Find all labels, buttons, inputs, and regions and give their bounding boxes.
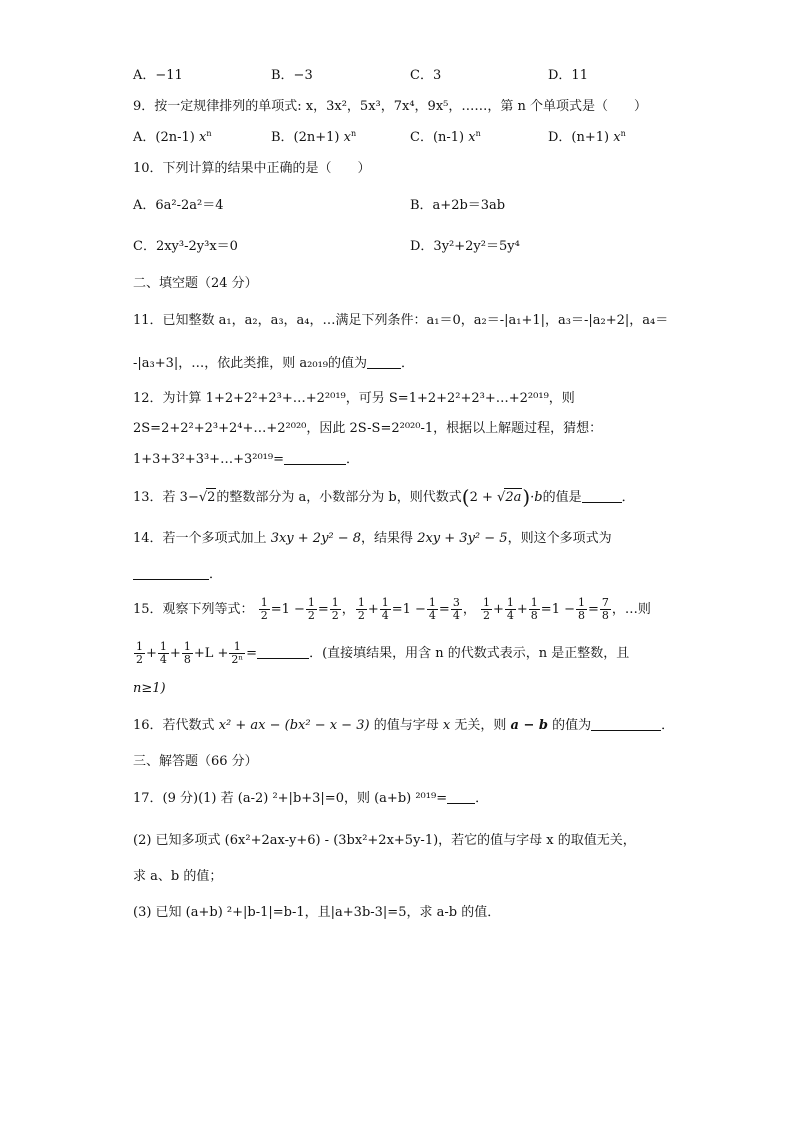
q10-option-b: B．a+2b＝3ab xyxy=(410,198,506,213)
section-solve-title: 三、解答题（66 分） xyxy=(133,754,258,769)
q9-stem: 9．按一定规律排列的单项式: x，3x²，5x³，7x⁴，9x⁵，……，第 n 个单项式是（ ） xyxy=(133,99,648,114)
q17-part3: (3) 已知 (a+b) ²+|b-1|=b-1，且|a+3b-3|=5，求 a-b 的值． xyxy=(133,905,501,920)
q8-option-b: B．−3 xyxy=(271,68,313,83)
q13-line: 13．若 3−√2的整数部分为 a，小数部分为 b，则代数式(2 + √2a)·b的值是 ． xyxy=(133,485,635,509)
q8-option-a: A．−11 xyxy=(133,68,183,83)
q15-answer-blank[interactable] xyxy=(257,645,309,659)
q10-stem: 10．下列计算的结果中正确的是（ ） xyxy=(133,161,371,176)
q16-line: 16．若代数式 x² + ax − (bx² − x − 3) 的值与字母 x 无关，则 a − b 的值为 ． xyxy=(133,718,675,733)
q12-answer-blank[interactable] xyxy=(284,451,346,465)
q12-line1: 12．为计算 1+2+2²+2³+…+2²⁰¹⁹，可另 S=1+2+2²+2³+…+2²⁰¹⁹，则 xyxy=(133,391,575,406)
q11-line1: 11．已知整数 a₁，a₂，a₃，a₄，…满足下列条件：a₁＝0，a₂＝-|a₁+1|，a₃＝-|a₂+2|，a₄＝ xyxy=(133,313,669,328)
q10-option-d: D．3y²+2y²＝5y⁴ xyxy=(410,239,520,254)
section-fill-blank-title: 二、填空题（24 分） xyxy=(133,276,258,291)
q17-answer-blank[interactable] xyxy=(447,790,475,804)
q16-answer-blank[interactable] xyxy=(591,717,661,731)
q10-option-a: A．6a²-2a²＝4 xyxy=(133,198,224,213)
q12-line2: 2S=2+2²+2³+2⁴+…+2²⁰²⁰，因此 2S-S=2²⁰²⁰-1，根据以上解题过程，猜想： xyxy=(133,421,603,436)
q8-option-c: C．3 xyxy=(410,68,442,83)
q14-line: 14．若一个多项式加上 3xy + 2y² − 8，结果得 2xy + 3y² − 5，则这个多项式为 xyxy=(133,531,612,546)
q13-answer-blank[interactable] xyxy=(582,489,622,503)
q9-option-c: C．(n-1) $x^n$ xyxy=(410,129,481,145)
q17-part2: (2) 已知多项式 (6x²+2ax-y+6) - (3bx²+2x+5y-1)，若它的值与字母 x 的取值无关， xyxy=(133,833,636,848)
q17-part1: 17．(9 分)(1) 若 (a-2) ²+|b+3|=0，则 (a+b) ²⁰¹⁹= ． xyxy=(133,791,489,806)
q15-condition: n≥1) xyxy=(133,681,166,696)
q14-answer-blank[interactable] xyxy=(133,566,209,580)
q15-line2: $\frac{1}{2}$ + $\frac{1}{4}$ + $\frac{1}{8}$ +L + $\frac{1}{\text{2ⁿ}}$ = ．(直接填结果，用含 n 的代数式表示，n 是正整数，且 xyxy=(136,640,630,666)
q9-option-b: B．(2n+1) $x^n$ xyxy=(271,129,357,145)
q15-line1: 15．观察下列等式： $\frac{1}{2}$ =1 − $\frac{1}{2}$ = $\frac{1}{2}$ ， $\frac{1}{2}$ + $\frac{1}{4}$ =1 − $\frac{1}{4}$ = $\frac{3}{4}$ ， $\frac{1}{2}$ + $\frac{1}{4}$ + $\frac{1}{8}$ =1 − $\frac{1}{8}$ = $\frac{7}{8}$ ，…则 xyxy=(133,596,651,622)
q9-option-d: D．(n+1) $x^n$ xyxy=(548,129,626,145)
frac-1-2: $\frac{1}{2}$ xyxy=(260,596,268,622)
q11-line2: -|a₃+3|，…，依此类推，则 a₂₀₁₉的值为 ． xyxy=(133,356,415,371)
q9-option-a: A．(2n-1) $x^n$ xyxy=(133,129,212,145)
q11-answer-blank[interactable] xyxy=(367,355,401,369)
q10-option-c: C．2xy³-2y³x＝0 xyxy=(133,239,238,254)
q12-line3: 1+3+3²+3³+…+3²⁰¹⁹= ． xyxy=(133,452,359,467)
q14-answer-line: ． xyxy=(133,566,222,584)
q17-part2-cont: 求 a、b 的值； xyxy=(133,869,223,884)
q8-option-d: D．11 xyxy=(548,68,588,83)
